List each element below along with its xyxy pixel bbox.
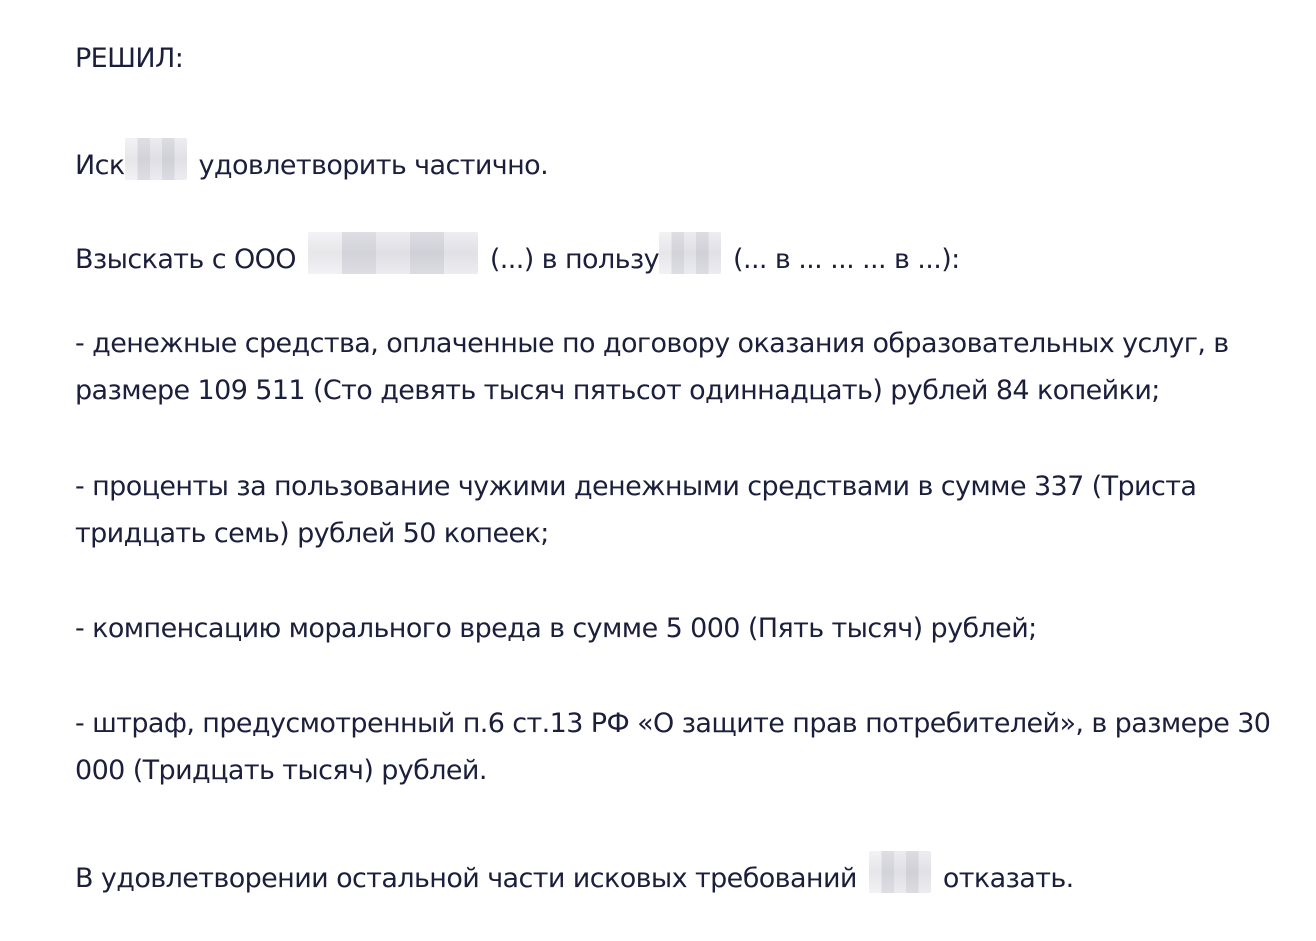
list-item-funds-line1	[75, 328, 1229, 360]
list-item-interest-line2	[75, 518, 549, 550]
text-fragment: - компенсацию морального вреда в сумме 5 000 (Пять тысяч) рублей;	[75, 613, 1037, 644]
text-fragment: В удовлетворении остальной части исковых требований	[75, 863, 857, 894]
text-fragment: 000 (Тридцать тысяч) рублей.	[75, 755, 487, 786]
list-item-interest-line1	[75, 471, 1196, 503]
text-fragment: удовлетворить частично.	[198, 150, 549, 181]
paragraph-rest-denied	[75, 851, 1074, 895]
list-item-moral-damage	[75, 613, 1037, 645]
redacted-block	[308, 232, 478, 274]
text-fragment: Взыскать с ООО	[75, 244, 296, 275]
redacted-block	[869, 851, 931, 893]
text-fragment: размере 109 511 (Сто девять тысяч пятьсот одиннадцать) рублей 84 копейки;	[75, 375, 1160, 406]
text-fragment: тридцать семь) рублей 50 копеек;	[75, 518, 549, 549]
redacted-block	[125, 138, 187, 180]
redacted-block	[659, 232, 721, 274]
text-fragment: - денежные средства, оплаченные по договору оказания образовательных услуг, в	[75, 328, 1229, 359]
list-item-fine-line1	[75, 708, 1270, 740]
decision-heading	[75, 43, 183, 75]
heading-text: РЕШИЛ:	[75, 43, 184, 74]
paragraph-recover	[75, 232, 960, 276]
text-fragment: (...) в пользу	[489, 244, 660, 275]
text-fragment: Иск	[75, 150, 125, 181]
text-fragment: отказать.	[942, 863, 1074, 894]
text-fragment: - проценты за пользование чужими денежными средствами в сумме 337 (Триста	[75, 471, 1197, 502]
list-item-funds-line2	[75, 375, 1160, 407]
paragraph-claim-granted	[75, 138, 548, 182]
text-fragment: - штраф, предусмотренный п.6 ст.13 РФ «О защите прав потребителей», в размере 30	[75, 708, 1271, 739]
list-item-fine-line2	[75, 755, 487, 787]
text-fragment: (... в ... ... ... в ...):	[733, 244, 960, 275]
